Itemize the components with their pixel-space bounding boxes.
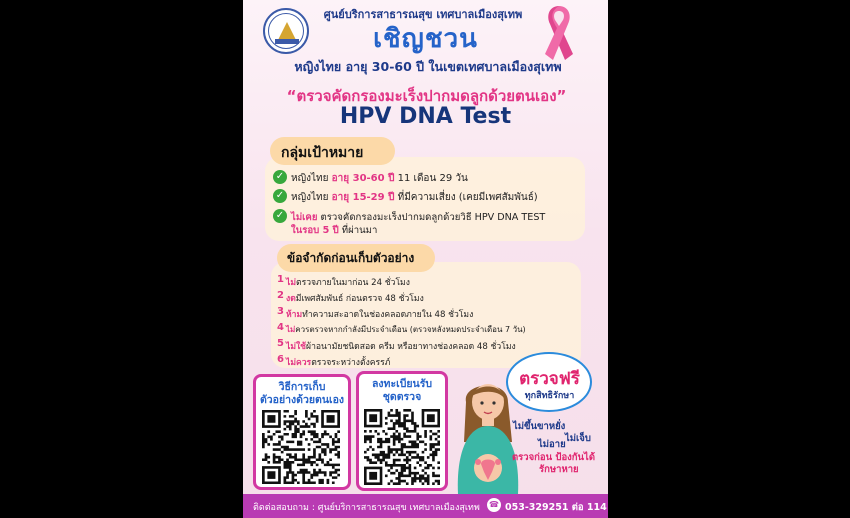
promo-tag: ไม่อาย bbox=[538, 439, 566, 450]
restriction-number: 2 bbox=[277, 290, 284, 301]
restriction-item: ห้ามทำความสะอาดในช่องคลอดภายใน 48 ชั่วโมง bbox=[286, 310, 474, 320]
restriction-item: ไม่ควรตรวจหากกำลังมีประจำเดือน (ตรวจหลังหมดประจำเดือน 7 วัน) bbox=[286, 325, 526, 334]
restriction-item: ไม่ควรตรวจระหว่างตั้งครรภ์ bbox=[286, 358, 391, 368]
target-item-2: หญิงไทย อายุ 15-29 ปี ที่มีความเสี่ยง (เคยมีเพศสัมพันธ์) bbox=[291, 192, 538, 203]
subtitle: หญิงไทย อายุ 30-60 ปี ในเขตเทศบาลเมืองสุเทพ bbox=[294, 59, 562, 74]
org-name: ศูนย์บริการสาธารณสุข เทศบาลเมืองสุเทพ bbox=[323, 8, 523, 21]
poster bbox=[243, 0, 608, 518]
all-rights-label: ทุกสิทธิรักษา bbox=[524, 391, 575, 401]
restriction-item: งดมีเพศสัมพันธ์ ก่อนตรวจ 48 ชั่วโมง bbox=[286, 294, 424, 304]
pink-ribbon-icon bbox=[535, 2, 583, 64]
municipal-seal-icon bbox=[263, 8, 309, 54]
check-icon: ✓ bbox=[273, 189, 287, 203]
test-name: HPV DNA Test bbox=[339, 104, 512, 129]
check-icon: ✓ bbox=[273, 170, 287, 184]
restriction-item: ไม่ใช้ผ้าอนามัยชนิดสอด ครีม หรือยาทางช่องคลอด 48 ชั่วโมง bbox=[286, 342, 516, 352]
restriction-item: ไม่ตรวจภายในมาก่อน 24 ชั่วโมง bbox=[286, 278, 410, 288]
qr-code-icon[interactable] bbox=[364, 409, 440, 485]
target-item-3-line2: ในรอบ 5 ปี ที่ผ่านมา bbox=[291, 225, 378, 236]
promo-tag: ไม่เจ็บ bbox=[565, 433, 591, 444]
promo-tag: รักษาหาย bbox=[539, 464, 579, 475]
restriction-number: 6 bbox=[277, 354, 284, 365]
restriction-number: 3 bbox=[277, 306, 284, 317]
restriction-number: 4 bbox=[277, 322, 284, 333]
target-group-title: กลุ่มเป้าหมาย bbox=[281, 145, 364, 161]
promo-tag: ตรวจก่อน ป้องกันได้ bbox=[512, 452, 595, 463]
qr-code-icon[interactable] bbox=[262, 410, 340, 484]
qr-card-label: ลงทะเบียนรับ ชุดตรวจ bbox=[371, 378, 432, 403]
target-item-1: หญิงไทย อายุ 30-60 ปี 11 เดือน 29 วัน bbox=[291, 173, 468, 184]
footer-contact: ติดต่อสอบถาม : ศูนย์บริการสาธารณสุข เทศบาลเมืองสุเทพ bbox=[253, 503, 480, 513]
restriction-number: 5 bbox=[277, 338, 284, 349]
qr-card-label: วิธีการเก็บ ตัวอย่างด้วยตนเอง bbox=[259, 381, 345, 406]
restriction-number: 1 bbox=[277, 274, 284, 285]
promo-tag: ไม่ขึ้นขาหยั่ง bbox=[513, 421, 566, 432]
footer-phone[interactable]: 053-329251 ต่อ 114 bbox=[505, 502, 607, 513]
campaign-title: “ตรวจคัดกรองมะเร็งปากมดลูกด้วยตนเอง” bbox=[286, 87, 567, 105]
free-test-label: ตรวจฟรี bbox=[519, 369, 580, 389]
target-item-3: ไม่เคย ตรวจคัดกรองมะเร็งปากมดลูกด้วยวิธี HPV DNA TEST bbox=[291, 212, 546, 223]
invite-heading: เชิญชวน bbox=[373, 24, 478, 54]
phone-icon: ☎ bbox=[487, 498, 501, 512]
restrictions-title: ข้อจำกัดก่อนเก็บตัวอย่าง bbox=[287, 251, 415, 265]
check-icon: ✓ bbox=[273, 209, 287, 223]
